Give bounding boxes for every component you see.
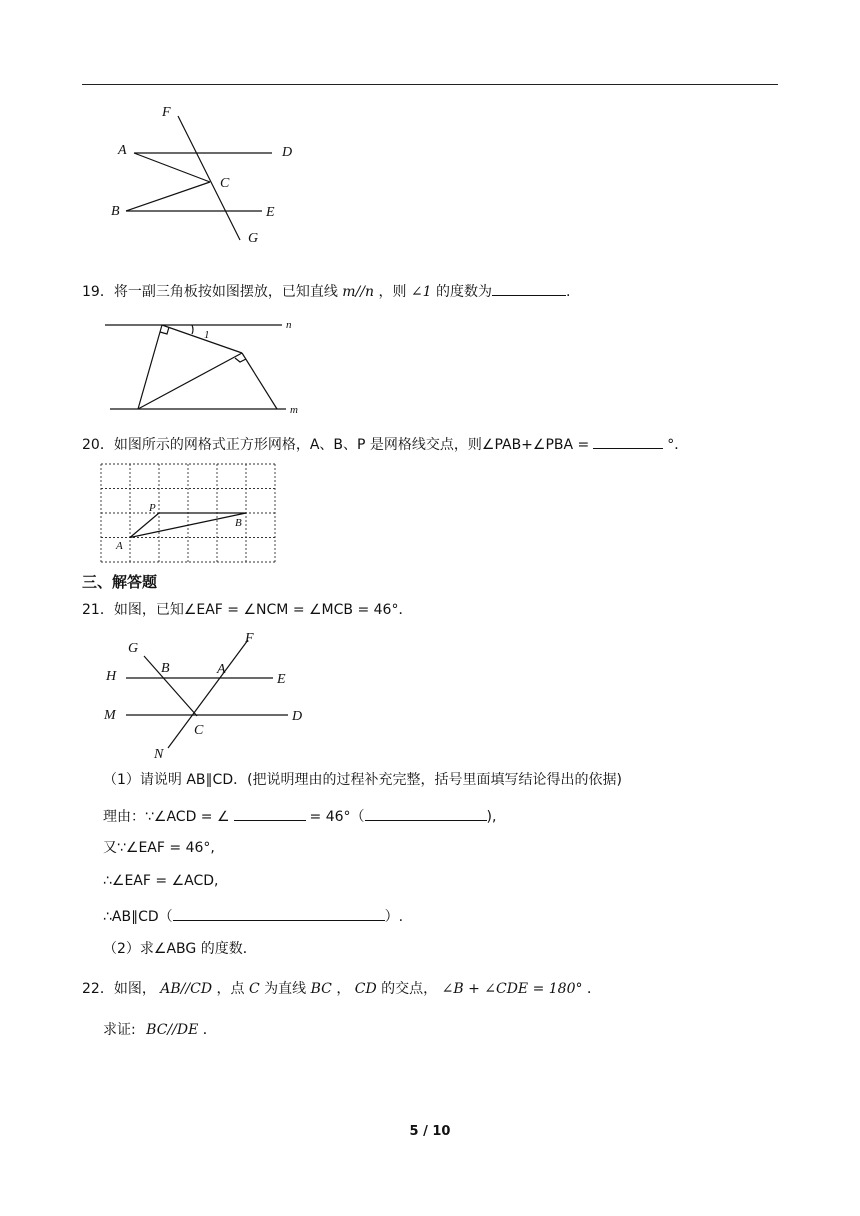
q21-reason-b: = 46°（ (309, 809, 365, 825)
q21-text: ．如图，已知∠EAF = ∠NCM = ∠MCB = 46°． (99, 602, 413, 618)
triangle-edge-4 (242, 353, 277, 409)
q19-math-parallel: m//n (342, 284, 375, 300)
q21-reason-line1 (103, 805, 496, 827)
question-19 (82, 280, 570, 302)
label-a: A (116, 540, 123, 552)
q22-prove-end: ． (202, 1022, 217, 1038)
q20-number: 20 (82, 437, 100, 453)
q19-text-b: ，则 (378, 284, 407, 300)
label-g: G (128, 641, 139, 656)
label-m: M (104, 708, 116, 723)
q21-part1: （1）请说明 AB∥CD．(把说明理由的过程补充完整，括号里面填写结论得出的依据) (103, 772, 623, 788)
line-gc (144, 656, 197, 716)
page-number: 5 / 10 (409, 1124, 451, 1139)
q22-text-c: 为直线 (264, 981, 307, 997)
q21-part2: （2）求∠ABG 的度数． (103, 941, 257, 957)
label-c: C (220, 176, 230, 191)
q20-text-a: ．如图所示的网格式正方形网格，A、B、P 是网格线交点，则∠PAB+∠PBA = (99, 437, 590, 453)
q19-text-c: 的度数为 (436, 284, 493, 300)
label-a: A (118, 143, 127, 158)
q22-text-d: ， (336, 981, 351, 997)
figure-q20-grid (98, 462, 278, 564)
label-f: F (245, 631, 254, 646)
line-fg (178, 116, 240, 240)
label-g: G (248, 231, 259, 246)
label-f: F (162, 105, 171, 120)
question-22 (82, 979, 601, 999)
triangle-edge-2 (162, 325, 242, 353)
triangle-edge-3 (138, 353, 242, 409)
header-rule (82, 84, 778, 85)
q22-math-bc: BC (310, 981, 332, 997)
angle-1-arc (192, 325, 193, 334)
label-h: H (106, 669, 117, 684)
label-e: E (277, 672, 286, 687)
q21-line2: 又∵∠EAF = 46°, (103, 840, 215, 856)
label-a: A (217, 662, 226, 677)
q22-math-ab-cd: AB//CD (160, 981, 213, 997)
figure-q21 (100, 628, 314, 762)
q22-number: 22 (82, 981, 100, 997)
q21-reason-c: ), (486, 809, 497, 825)
q22-text-a: ．如图， (99, 981, 156, 997)
q19-text-a: ．将一副三角板按如图摆放，已知直线 (99, 284, 338, 300)
right-angle-mark-2 (235, 358, 246, 362)
figure-q18 (100, 98, 310, 250)
q22-prove-label: 求证: (103, 1022, 136, 1038)
label-c: C (194, 723, 204, 738)
label-p: P (149, 502, 156, 514)
q21-reason-a: 理由：∵∠ACD = ∠ (103, 809, 230, 825)
q21-number: 21 (82, 602, 100, 618)
q22-math-c: C (248, 981, 260, 997)
segment-bc (126, 182, 210, 211)
label-d: D (282, 145, 293, 160)
q21-line3: ∴∠EAF = ∠ACD, (103, 873, 219, 889)
q19-answer-blank[interactable] (492, 280, 566, 296)
label-b: B (111, 204, 120, 219)
label-e: E (266, 205, 275, 220)
q22-text-e: 的交点， (381, 981, 438, 997)
question-21 (82, 600, 412, 620)
label-b: B (235, 517, 242, 529)
q22-math-angles: ∠B + ∠CDE = 180° (441, 981, 583, 997)
q21-line4-b: ）. (384, 909, 404, 925)
q21-reason-blank[interactable] (365, 805, 487, 821)
q21-line4-a: ∴AB∥CD（ (103, 909, 173, 925)
q19-number: 19 (82, 284, 100, 300)
q21-basis-blank[interactable] (173, 905, 385, 921)
q20-answer-blank[interactable] (593, 433, 663, 449)
question-20 (82, 433, 688, 455)
q20-text-b: °． (667, 437, 689, 453)
label-angle-1: 1 (204, 329, 210, 341)
q22-text-b: ，点 (216, 981, 245, 997)
triangle-edge-1 (138, 325, 162, 409)
q19-text-d: . (566, 284, 571, 300)
q21-line4 (103, 905, 403, 927)
label-m: m (290, 404, 298, 416)
q21-angle-blank[interactable] (234, 805, 306, 821)
label-n: n (286, 319, 292, 331)
q22-text-f: ． (586, 981, 601, 997)
q22-math-cd: CD (354, 981, 377, 997)
q22-math-bc-de: BC//DE (146, 1022, 199, 1038)
label-b: B (161, 661, 170, 676)
label-d: D (292, 709, 303, 724)
line-fn (168, 640, 248, 748)
q22-prove (103, 1020, 217, 1040)
label-n: N (154, 747, 164, 762)
q19-math-angle: ∠1 (410, 284, 432, 300)
figure-q19 (100, 312, 310, 420)
section-title: 三、解答题 (82, 573, 158, 591)
